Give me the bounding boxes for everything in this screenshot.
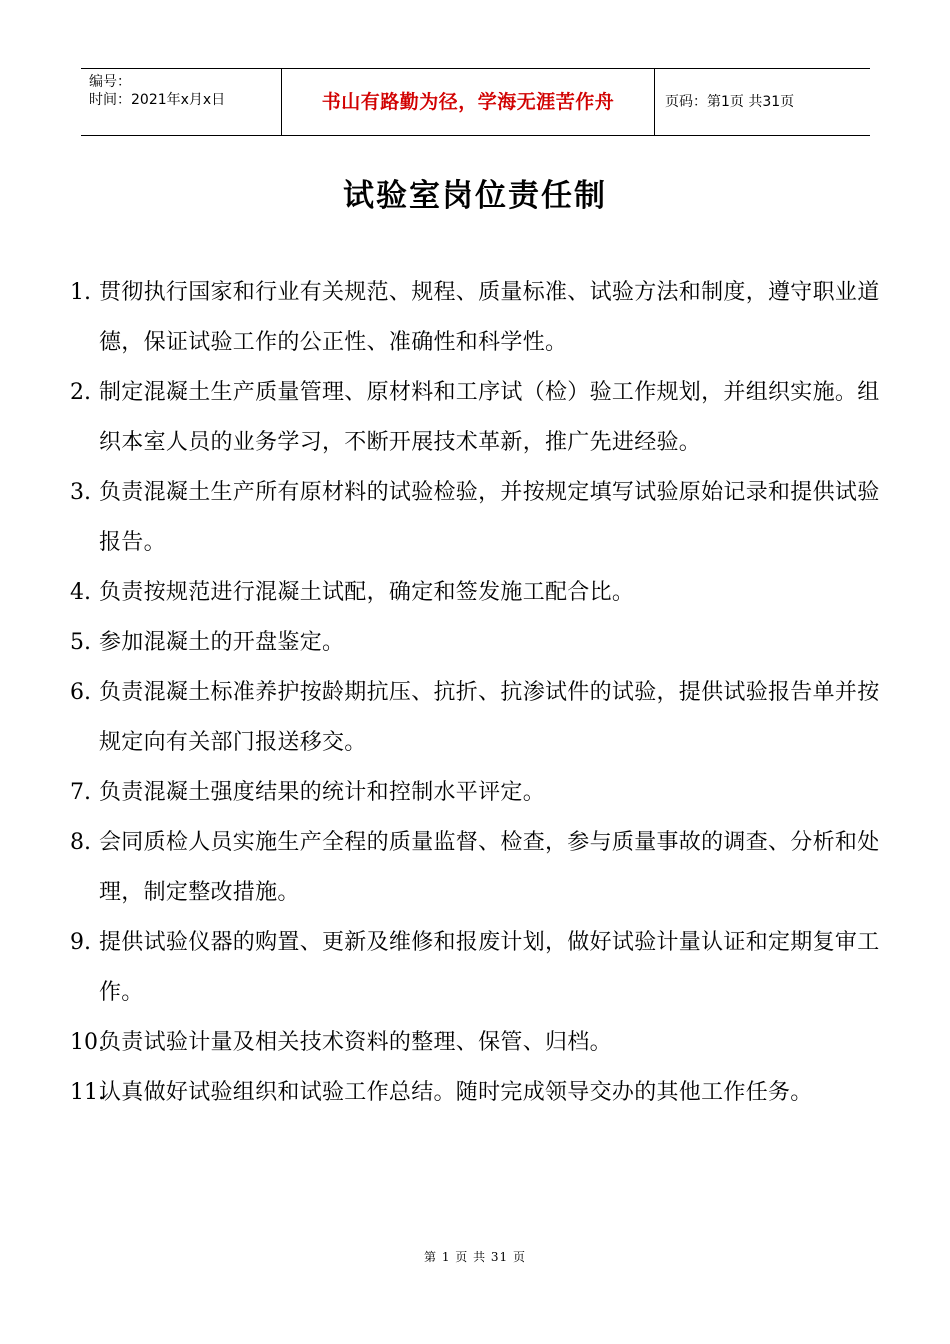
list-item — [70, 618, 900, 668]
item-number: 8. — [70, 830, 91, 855]
item-number: 5. — [70, 630, 91, 655]
list-item — [70, 568, 900, 618]
list-item — [70, 368, 900, 468]
page-title: 试验室岗位责任制 — [343, 178, 607, 214]
item-number: 6. — [70, 680, 91, 705]
item-number: 7. — [70, 780, 91, 805]
duty-list — [70, 268, 900, 1118]
item-text: 负责混凝土生产所有原材料的试验检验，并按规定填写试验原始记录和提供试验报告。 — [99, 480, 880, 555]
item-text: 贯彻执行国家和行业有关规范、规程、质量标准、试验方法和制度，遵守职业道德，保证试验工作的公正性、准确性和科学性。 — [99, 280, 880, 355]
page-info: 页码：第1页 共31页 — [665, 94, 795, 110]
list-item — [70, 468, 900, 568]
item-text: 参加混凝土的开盘鉴定。 — [99, 630, 345, 655]
header-meta — [81, 69, 282, 135]
list-item — [70, 768, 900, 818]
list-item — [70, 1068, 900, 1118]
item-number: 1. — [70, 280, 91, 305]
item-number: 9. — [70, 930, 91, 955]
item-text: 负责按规范进行混凝土试配，确定和签发施工配合比。 — [99, 580, 635, 605]
item-number: 10. — [70, 1030, 105, 1055]
item-number: 11. — [70, 1080, 105, 1105]
header-page-cell — [655, 69, 870, 135]
list-item — [70, 918, 900, 1018]
item-text: 会同质检人员实施生产全程的质量监督、检查，参与质量事故的调查、分析和处理，制定整改措施。 — [99, 830, 880, 905]
list-item — [70, 1018, 900, 1068]
item-text: 制定混凝土生产质量管理、原材料和工序试（检）验工作规划，并组织实施。组织本室人员的业务学习，不断开展技术革新，推广先进经验。 — [99, 380, 880, 455]
time-label: 时间：2021年x月x日 — [89, 92, 226, 108]
document-header — [81, 68, 870, 136]
item-number: 3. — [70, 480, 91, 505]
header-motto-cell — [282, 69, 655, 135]
item-text: 提供试验仪器的购置、更新及维修和报废计划，做好试验计量认证和定期复审工作。 — [99, 930, 880, 1005]
list-item — [70, 268, 900, 368]
motto: 书山有路勤为径，学海无涯苦作舟 — [321, 91, 615, 113]
item-number: 2. — [70, 380, 91, 405]
list-item — [70, 668, 900, 768]
item-text: 负责试验计量及相关技术资料的整理、保管、归档。 — [99, 1030, 612, 1055]
item-number: 4. — [70, 580, 91, 605]
item-text: 负责混凝土标准养护按龄期抗压、抗折、抗渗试件的试验，提供试验报告单并按规定向有关部门报送移交。 — [99, 680, 880, 755]
list-item — [70, 818, 900, 918]
item-text: 负责混凝土强度结果的统计和控制水平评定。 — [99, 780, 546, 805]
item-text: 认真做好试验组织和试验工作总结。随时完成领导交办的其他工作任务。 — [99, 1080, 813, 1105]
page-footer: 第 1 页 共 31 页 — [424, 1250, 526, 1264]
number-label: 编号： — [89, 74, 131, 90]
